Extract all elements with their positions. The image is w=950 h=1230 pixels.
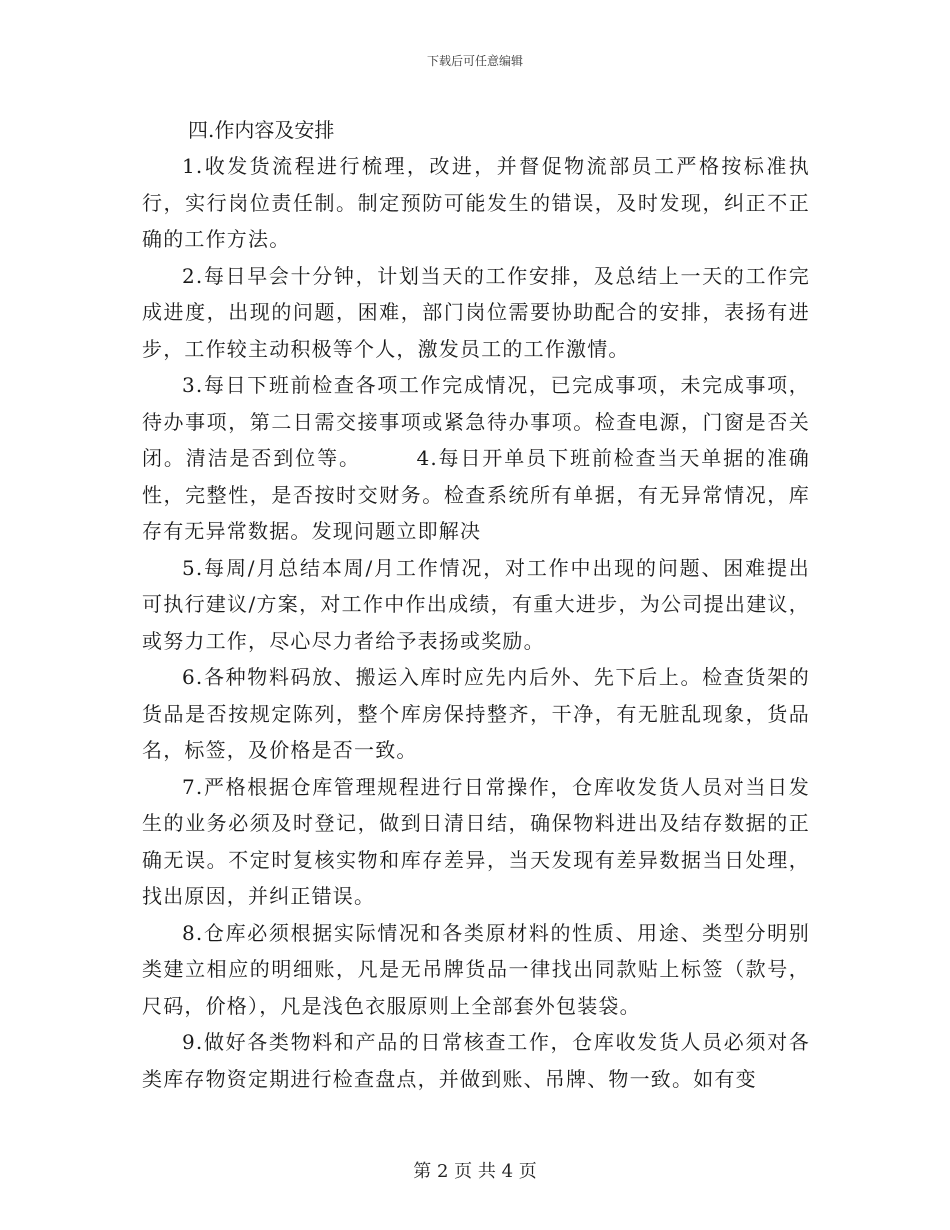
paragraph-1: 1.收发货流程进行梳理，改进，并督促物流部员工严格按标准执行，实行岗位责任制。制定预防可能发生的错误，及时发现，纠正不正确的工作方法。 <box>142 154 810 251</box>
paragraph-7: 7.严格根据仓库管理规程进行日常操作，仓库收发货人员对当日发生的业务必须及时登记，做到日清日结，确保物料进出及结存数据的正确无误。不定时复核实物和库存差异，当天发现有差异数据当日处理，找出原因，并纠正错误。 <box>142 774 810 908</box>
page-header: 下载后可任意编辑 <box>426 54 523 68</box>
paragraph-2: 2.每日早会十分钟，计划当天的工作安排，及总结上一天的工作完成进度，出现的问题，困难，部门岗位需要协助配合的安排，表扬有进步，工作较主动积极等个人，激发员工的工作激情。 <box>142 263 810 361</box>
paragraph-9: 9.做好各类物料和产品的日常核查工作，仓库收发货人员必须对各类库存物资定期进行检查盘点，并做到账、吊牌、物一致。如有变 <box>142 1030 810 1091</box>
paragraph-8: 8.仓库必须根据实际情况和各类原材料的性质、用途、类型分明别类建立相应的明细账，凡是无吊牌货品一律找出同款贴上标签（款号，尺码，价格），凡是浅色衣服原则上全部套外包装袋。 <box>142 920 810 1018</box>
page-footer: 第 2 页 共 4 页 <box>413 1161 537 1182</box>
paragraph-3-4: 3.每日下班前检查各项工作完成情况，已完成事项，未完成事项，待办事项，第二日需交接事项或紧急待办事项。检查电源，门窗是否关闭。清洁是否到位等。 4.每日开单员下班前检查当天单据的准确性，完整性，是否按时交财务。检查系统所有单据，有无异常情况，库存有无异常数据。发现问题立即解决 <box>142 373 810 543</box>
paragraph-6: 6.各种物料码放、搬运入库时应先内后外、先下后上。检查货架的货品是否按规定陈列，整个库房保持整齐，干净，有无脏乱现象，货品名，标签，及价格是否一致。 <box>142 665 810 762</box>
section-title: 四.作内容及安排 <box>188 118 335 142</box>
paragraph-5: 5.每周/月总结本周/月工作情况，对工作中出现的问题、困难提出可执行建议/方案，对工作中作出成绩，有重大进步，为公司提出建议，或努力工作，尽心尽力者给予表扬或奖励。 <box>142 555 810 653</box>
document-body <box>142 112 810 1097</box>
